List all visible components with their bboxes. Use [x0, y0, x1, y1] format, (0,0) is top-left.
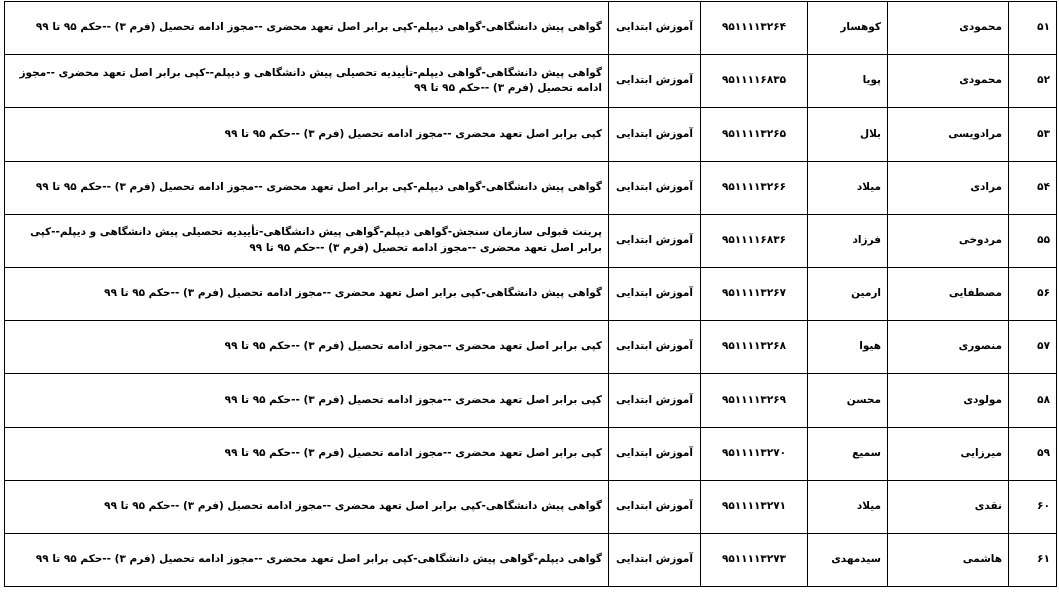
last-name: محمودی [888, 55, 1009, 108]
required-documents: گواهی پیش دانشگاهی-گواهی دیپلم-کپی برابر اصل تعهد محضری --مجوز ادامه تحصیل (فرم ۳) --حکم ۹۵ تا ۹۹ [5, 2, 609, 55]
required-documents: پرینت قبولی سازمان سنجش-گواهی دیپلم-گواهی پیش دانشگاهی-تأییدیه تحصیلی پیش دانشگاهی و دیپلم--کپی برابر اصل تعهد محضری --مجوز ادامه تحصیل (فرم ۳) --حکم ۹۵ تا ۹۹ [5, 214, 609, 267]
first-name: محسن [808, 374, 888, 427]
first-name: میلاد [808, 480, 888, 533]
table-row [5, 427, 1057, 480]
first-name: پویا [808, 55, 888, 108]
required-documents: گواهی پیش دانشگاهی-کپی برابر اصل تعهد محضری --مجوز ادامه تحصیل (فرم ۳) --حکم ۹۵ تا ۹۹ [5, 267, 609, 320]
field-of-study: آموزش ابتدایی [609, 214, 701, 267]
student-documents-table [4, 1, 1057, 587]
first-name: سیدمهدی [808, 533, 888, 586]
last-name: مولودی [888, 374, 1009, 427]
required-documents: کپی برابر اصل تعهد محضری --مجوز ادامه تحصیل (فرم ۳) --حکم ۹۵ تا ۹۹ [5, 374, 609, 427]
required-documents: کپی برابر اصل تعهد محضری --مجوز ادامه تحصیل (فرم ۳) --حکم ۹۵ تا ۹۹ [5, 321, 609, 374]
required-documents: کپی برابر اصل تعهد محضری --مجوز ادامه تحصیل (فرم ۳) --حکم ۹۵ تا ۹۹ [5, 427, 609, 480]
first-name: بلال [808, 108, 888, 161]
student-code: ۹۵۱۱۱۱۳۲۶۶ [701, 161, 808, 214]
field-of-study: آموزش ابتدایی [609, 108, 701, 161]
first-name: ارمین [808, 267, 888, 320]
student-code: ۹۵۱۱۱۱۳۲۷۰ [701, 427, 808, 480]
row-number: ۶۱ [1009, 533, 1057, 586]
table-row [5, 2, 1057, 55]
first-name: فرزاد [808, 214, 888, 267]
first-name: میلاد [808, 161, 888, 214]
student-code: ۹۵۱۱۱۱۳۲۷۳ [701, 533, 808, 586]
first-name: سمیع [808, 427, 888, 480]
row-number: ۵۵ [1009, 214, 1057, 267]
student-code: ۹۵۱۱۱۱۳۲۷۱ [701, 480, 808, 533]
row-number: ۵۱ [1009, 2, 1057, 55]
student-code: ۹۵۱۱۱۱۳۲۶۸ [701, 321, 808, 374]
student-code: ۹۵۱۱۱۱۳۲۶۷ [701, 267, 808, 320]
table-row [5, 480, 1057, 533]
last-name: مصطفایی [888, 267, 1009, 320]
last-name: مرادی [888, 161, 1009, 214]
row-number: ۵۷ [1009, 321, 1057, 374]
last-name: منصوری [888, 321, 1009, 374]
first-name: هیوا [808, 321, 888, 374]
table-row [5, 214, 1057, 267]
field-of-study: آموزش ابتدایی [609, 480, 701, 533]
last-name: میرزایی [888, 427, 1009, 480]
field-of-study: آموزش ابتدایی [609, 321, 701, 374]
row-number: ۵۴ [1009, 161, 1057, 214]
student-code: ۹۵۱۱۱۱۶۸۳۵ [701, 55, 808, 108]
row-number: ۵۳ [1009, 108, 1057, 161]
row-number: ۵۶ [1009, 267, 1057, 320]
row-number: ۶۰ [1009, 480, 1057, 533]
field-of-study: آموزش ابتدایی [609, 533, 701, 586]
last-name: مرادویسی [888, 108, 1009, 161]
required-documents: گواهی پیش دانشگاهی-کپی برابر اصل تعهد محضری --مجوز ادامه تحصیل (فرم ۳) --حکم ۹۵ تا ۹۹ [5, 480, 609, 533]
required-documents: گواهی دیپلم-گواهی پیش دانشگاهی-کپی برابر اصل تعهد محضری --مجوز ادامه تحصیل (فرم ۳) --حکم ۹۵ تا ۹۹ [5, 533, 609, 586]
field-of-study: آموزش ابتدایی [609, 427, 701, 480]
row-number: ۵۸ [1009, 374, 1057, 427]
row-number: ۵۹ [1009, 427, 1057, 480]
last-name: مردوخی [888, 214, 1009, 267]
field-of-study: آموزش ابتدایی [609, 55, 701, 108]
required-documents: گواهی پیش دانشگاهی-گواهی دیپلم-تأییدیه تحصیلی پیش دانشگاهی و دیپلم--کپی برابر اصل تعهد محضری --مجوز ادامه تحصیل (فرم ۳) --حکم ۹۵ تا ۹۹ [5, 55, 609, 108]
student-code: ۹۵۱۱۱۱۳۲۶۵ [701, 108, 808, 161]
field-of-study: آموزش ابتدایی [609, 161, 701, 214]
first-name: کوهسار [808, 2, 888, 55]
student-code: ۹۵۱۱۱۱۳۲۶۴ [701, 2, 808, 55]
table-row [5, 161, 1057, 214]
field-of-study: آموزش ابتدایی [609, 374, 701, 427]
table-row [5, 533, 1057, 586]
table-row [5, 374, 1057, 427]
row-number: ۵۲ [1009, 55, 1057, 108]
table-row [5, 267, 1057, 320]
last-name: محمودی [888, 2, 1009, 55]
last-name: هاشمی [888, 533, 1009, 586]
field-of-study: آموزش ابتدایی [609, 267, 701, 320]
required-documents: گواهی پیش دانشگاهی-گواهی دیپلم-کپی برابر اصل تعهد محضری --مجوز ادامه تحصیل (فرم ۳) --حکم ۹۵ تا ۹۹ [5, 161, 609, 214]
table-row [5, 108, 1057, 161]
table-row [5, 321, 1057, 374]
field-of-study: آموزش ابتدایی [609, 2, 701, 55]
last-name: نقدی [888, 480, 1009, 533]
table-row [5, 55, 1057, 108]
required-documents: کپی برابر اصل تعهد محضری --مجوز ادامه تحصیل (فرم ۳) --حکم ۹۵ تا ۹۹ [5, 108, 609, 161]
student-code: ۹۵۱۱۱۱۶۸۳۶ [701, 214, 808, 267]
student-code: ۹۵۱۱۱۱۳۲۶۹ [701, 374, 808, 427]
